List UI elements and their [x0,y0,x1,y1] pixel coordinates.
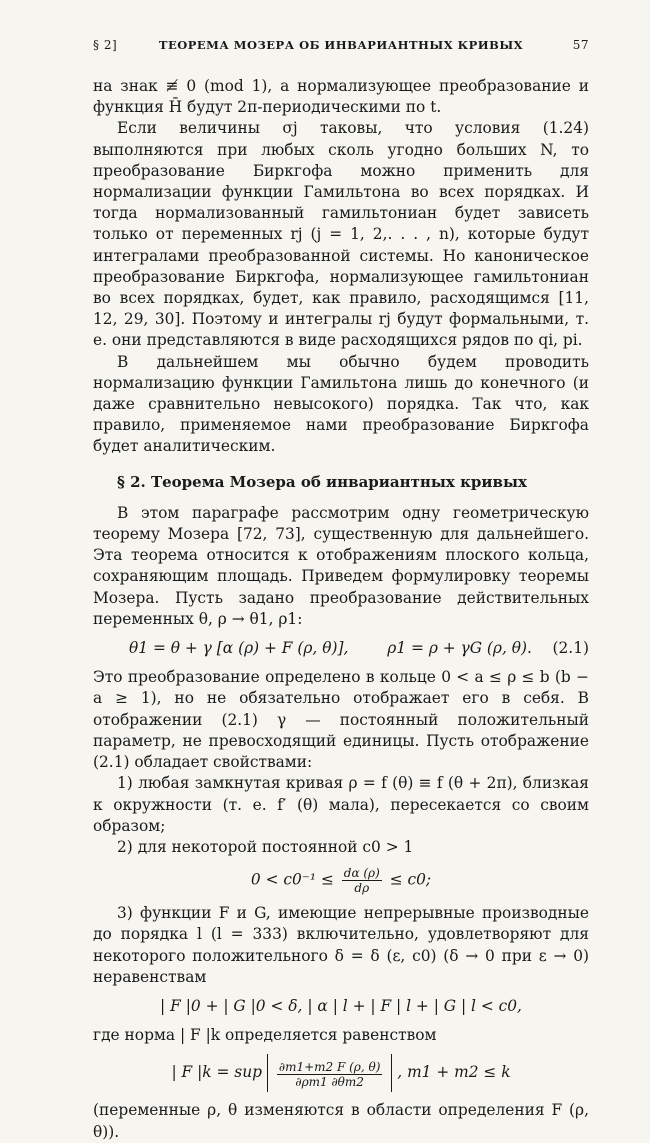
equation-norm-definition [93,1054,589,1092]
paragraph-2: Если величины σj таковы, что условия (1.24) выполняются при любых сколь угодно больших N, то преобразование Биркгофа можно применить для нормализации функции Гамильтона во всех порядках. И тогда нормализованный гамильтониан будет зависеть только от переменных rj (j = 1, 2,. . . , n), которые будут интегралами преобразованной системы. Но каноническое преобразование Биркгофа, нормализующее гамильтониан во всех порядках, будет, как правило, расходящимся [11, 12, 29, 30]. Поэтому и интегралы rj будут формальными, т. е. они представляются в виде расходящихся рядов по qi, pi. [93,119,589,350]
eq2-fraction [342,866,382,895]
paragraph-4: В этом параграфе рассмотрим одну геометрическую теорему Мозера [72, 73], существенную для дальнейшего. Эта теорема относится к отображениям плоского кольца, сохраняющим площадь. Приведем формулировку теоремы Мозера. Пусть задано преобразование действительных переменных θ, ρ → θ1, ρ1: [93,503,589,628]
equation-inequalities-norms: | F |0 + | G |0 < δ, | α | l + | F | l + | G | l < c0, [160,996,522,1015]
eq4-fraction [277,1060,383,1089]
paragraph-6: 1) любая замкнутая кривая ρ = f (θ) ≡ f (θ + 2π), близкая к окружности (т. е. f′ (θ) мала), пересекается со своим образом; [93,774,589,835]
equation-inequality-c0 [93,866,589,895]
page-number: 57 [572,38,589,52]
eq2-numerator: dα (ρ) [343,866,380,881]
eq4-abs-bars [267,1054,393,1092]
equation-2-1-rhs: ρ1 = ρ + γG (ρ, θ). [387,639,532,658]
equation-2-1-lhs: θ1 = θ + γ [α (ρ) + F (ρ, θ)], [129,639,349,658]
eq4-right: , m1 + m2 ≤ k [397,1063,511,1082]
header-title: ТЕОРЕМА МОЗЕРА ОБ ИНВАРИАНТНЫХ КРИВЫХ [158,38,524,52]
equation-number: (2.1) [552,639,589,658]
paragraph-10: (переменные ρ, θ изменяются в области определения F (ρ, θ)). [93,1101,589,1141]
header-section: § 2] [93,38,118,52]
paragraph-1: на знак ≢ 0 (mod 1), а нормализующее преобразование и функция H̄ будут 2π-периодическими по t. [93,77,589,117]
paragraph-9: где норма | F |k определяется равенством [93,1026,437,1045]
paragraph-5: Это преобразование определено в кольце 0 < a ≤ ρ ≤ b (b − a ≥ 1), но не обязательно отображает его в себя. В отображении (2.1) γ — постоянный положительный параметр, не превосходящий единицы. Пусть отображение (2.1) обладает свойствами: [93,668,589,772]
section-heading: § 2. Теорема Мозера об инвариантных кривых [117,472,527,491]
equation-2-1 [93,638,589,659]
eq2-left: 0 < c0⁻¹ ≤ [250,870,334,889]
paragraph-8: 3) функции F и G, имеющие непрерывные производные до порядка l (l = 333) включительно, удовлетворяют для некоторого положительного δ = δ (ε, c0) (δ → 0 при ε → 0) неравенствам [93,904,589,986]
eq4-numerator: ∂m1+m2 F (ρ, θ) [278,1059,381,1074]
page-body [93,76,589,1143]
paragraph-3: В дальнейшем мы обычно будем проводить нормализацию функции Гамильтона лишь до конечного (и даже сравнительно невысокого) порядка. Так что, как правило, применяемое нами преобразование Биркгофа будет аналитическим. [93,352,589,456]
paragraph-7: 2) для некоторой постоянной c0 > 1 [117,837,414,856]
eq2-denominator: dρ [354,881,370,896]
eq4-left: | F |k = sup [171,1063,262,1082]
eq2-right: ≤ c0; [389,870,432,889]
eq4-denominator: ∂ρm1 ∂θm2 [295,1074,364,1089]
running-header [93,38,589,58]
